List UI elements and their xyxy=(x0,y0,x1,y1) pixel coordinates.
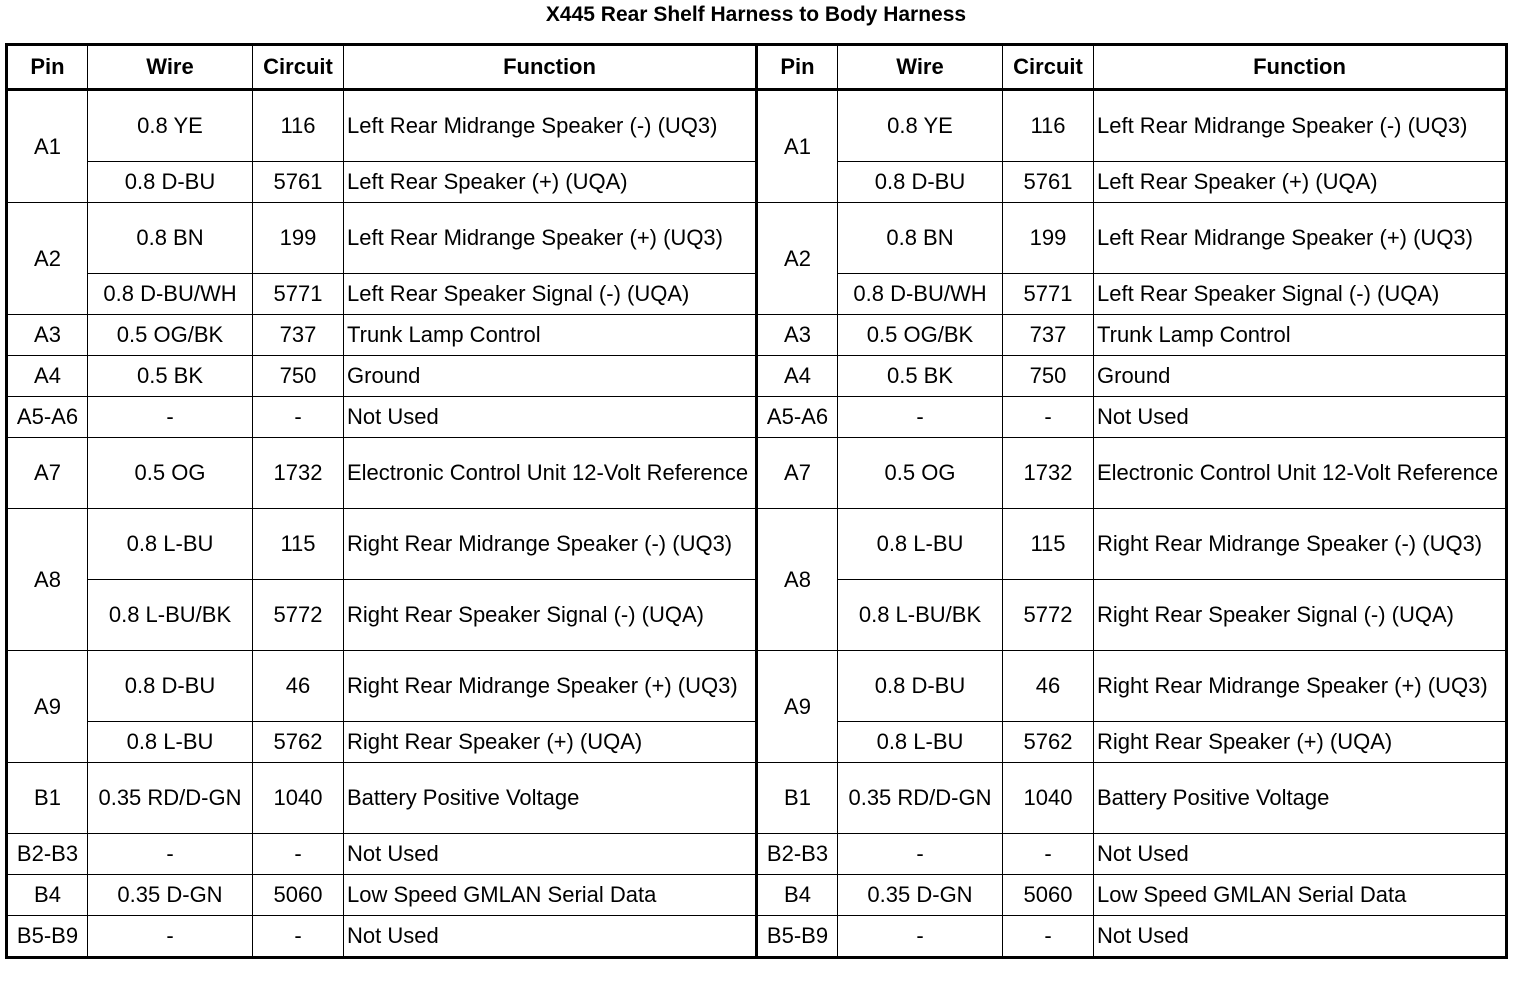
cell-pin-right: A8 xyxy=(757,509,838,651)
cell-circuit-right: 5761 xyxy=(1003,162,1094,203)
cell-circuit-right: 46 xyxy=(1003,651,1094,722)
header-circuit-left: Circuit xyxy=(253,45,344,90)
table-row xyxy=(7,356,1507,397)
table-row xyxy=(7,90,1507,162)
cell-function-right: Not Used xyxy=(1094,397,1507,438)
table-row xyxy=(7,203,1507,274)
cell-circuit-right: 1732 xyxy=(1003,438,1094,509)
cell-wire-left: 0.8 YE xyxy=(88,90,253,162)
cell-wire-right: 0.8 D-BU/WH xyxy=(838,274,1003,315)
cell-wire-left: 0.35 D-GN xyxy=(88,875,253,916)
cell-circuit-left: 46 xyxy=(253,651,344,722)
header-pin-right: Pin xyxy=(757,45,838,90)
cell-wire-left: 0.5 OG/BK xyxy=(88,315,253,356)
cell-pin-left: B4 xyxy=(7,875,88,916)
cell-pin-left: B5-B9 xyxy=(7,916,88,958)
cell-wire-right: 0.5 OG xyxy=(838,438,1003,509)
cell-wire-left: 0.8 BN xyxy=(88,203,253,274)
cell-wire-right: 0.5 OG/BK xyxy=(838,315,1003,356)
cell-circuit-right: 115 xyxy=(1003,509,1094,580)
cell-circuit-right: 5772 xyxy=(1003,580,1094,651)
cell-function-right: Right Rear Speaker Signal (-) (UQA) xyxy=(1094,580,1507,651)
cell-circuit-left: 5762 xyxy=(253,722,344,763)
cell-pin-left: A9 xyxy=(7,651,88,763)
cell-wire-right: 0.8 D-BU xyxy=(838,651,1003,722)
cell-pin-right: A4 xyxy=(757,356,838,397)
cell-circuit-left: 5771 xyxy=(253,274,344,315)
table-header xyxy=(7,45,1507,90)
cell-circuit-right: 5762 xyxy=(1003,722,1094,763)
table-row xyxy=(7,438,1507,509)
cell-function-left: Not Used xyxy=(344,397,757,438)
cell-wire-left: 0.8 L-BU/BK xyxy=(88,580,253,651)
cell-wire-right: - xyxy=(838,834,1003,875)
cell-function-right: Left Rear Midrange Speaker (+) (UQ3) xyxy=(1094,203,1507,274)
table-row xyxy=(7,397,1507,438)
cell-circuit-right: 116 xyxy=(1003,90,1094,162)
cell-wire-left: - xyxy=(88,834,253,875)
header-circuit-right: Circuit xyxy=(1003,45,1094,90)
cell-function-left: Trunk Lamp Control xyxy=(344,315,757,356)
cell-pin-right: B1 xyxy=(757,763,838,834)
cell-circuit-right: 737 xyxy=(1003,315,1094,356)
cell-function-left: Left Rear Midrange Speaker (+) (UQ3) xyxy=(344,203,757,274)
cell-function-left: Left Rear Midrange Speaker (-) (UQ3) xyxy=(344,90,757,162)
cell-pin-left: A8 xyxy=(7,509,88,651)
cell-wire-right: 0.8 L-BU/BK xyxy=(838,580,1003,651)
cell-function-right: Not Used xyxy=(1094,834,1507,875)
table-row xyxy=(7,651,1507,722)
cell-circuit-left: 199 xyxy=(253,203,344,274)
cell-function-left: Ground xyxy=(344,356,757,397)
cell-circuit-left: 737 xyxy=(253,315,344,356)
cell-function-right: Left Rear Speaker (+) (UQA) xyxy=(1094,162,1507,203)
cell-wire-left: - xyxy=(88,916,253,958)
cell-pin-right: A9 xyxy=(757,651,838,763)
cell-function-right: Electronic Control Unit 12-Volt Reference xyxy=(1094,438,1507,509)
cell-function-right: Left Rear Midrange Speaker (-) (UQ3) xyxy=(1094,90,1507,162)
cell-wire-right: 0.5 BK xyxy=(838,356,1003,397)
cell-function-left: Left Rear Speaker (+) (UQA) xyxy=(344,162,757,203)
cell-function-left: Right Rear Midrange Speaker (-) (UQ3) xyxy=(344,509,757,580)
cell-wire-left: 0.35 RD/D-GN xyxy=(88,763,253,834)
cell-pin-left: B2-B3 xyxy=(7,834,88,875)
cell-circuit-left: - xyxy=(253,916,344,958)
cell-function-right: Not Used xyxy=(1094,916,1507,958)
cell-pin-left: B1 xyxy=(7,763,88,834)
cell-function-left: Right Rear Speaker Signal (-) (UQA) xyxy=(344,580,757,651)
header-row xyxy=(7,45,1507,90)
cell-function-left: Right Rear Speaker (+) (UQA) xyxy=(344,722,757,763)
cell-function-right: Right Rear Midrange Speaker (-) (UQ3) xyxy=(1094,509,1507,580)
table-body xyxy=(7,90,1507,958)
table-row xyxy=(7,834,1507,875)
cell-function-right: Battery Positive Voltage xyxy=(1094,763,1507,834)
cell-pin-right: A1 xyxy=(757,90,838,203)
cell-pin-right: A2 xyxy=(757,203,838,315)
cell-wire-right: - xyxy=(838,397,1003,438)
cell-circuit-right: 5060 xyxy=(1003,875,1094,916)
header-wire-right: Wire xyxy=(838,45,1003,90)
cell-function-left: Not Used xyxy=(344,916,757,958)
cell-function-right: Right Rear Midrange Speaker (+) (UQ3) xyxy=(1094,651,1507,722)
cell-function-left: Right Rear Midrange Speaker (+) (UQ3) xyxy=(344,651,757,722)
cell-circuit-left: - xyxy=(253,397,344,438)
table-row xyxy=(7,916,1507,958)
cell-wire-right: 0.8 D-BU xyxy=(838,162,1003,203)
cell-pin-left: A5-A6 xyxy=(7,397,88,438)
cell-wire-left: 0.8 D-BU xyxy=(88,651,253,722)
table-row xyxy=(7,763,1507,834)
cell-wire-left: 0.8 L-BU xyxy=(88,722,253,763)
cell-pin-left: A4 xyxy=(7,356,88,397)
cell-function-left: Battery Positive Voltage xyxy=(344,763,757,834)
cell-wire-left: 0.5 BK xyxy=(88,356,253,397)
cell-circuit-left: 750 xyxy=(253,356,344,397)
cell-wire-left: - xyxy=(88,397,253,438)
header-function-left: Function xyxy=(344,45,757,90)
table-row xyxy=(7,315,1507,356)
cell-wire-right: 0.8 L-BU xyxy=(838,722,1003,763)
cell-circuit-right: - xyxy=(1003,834,1094,875)
cell-wire-right: 0.8 L-BU xyxy=(838,509,1003,580)
cell-function-left: Left Rear Speaker Signal (-) (UQA) xyxy=(344,274,757,315)
cell-wire-right: 0.35 RD/D-GN xyxy=(838,763,1003,834)
cell-wire-left: 0.8 D-BU/WH xyxy=(88,274,253,315)
cell-circuit-left: 5060 xyxy=(253,875,344,916)
cell-pin-right: A7 xyxy=(757,438,838,509)
cell-function-left: Low Speed GMLAN Serial Data xyxy=(344,875,757,916)
cell-circuit-right: 199 xyxy=(1003,203,1094,274)
cell-circuit-right: 1040 xyxy=(1003,763,1094,834)
cell-function-left: Not Used xyxy=(344,834,757,875)
cell-circuit-left: 5761 xyxy=(253,162,344,203)
table-title: X445 Rear Shelf Harness to Body Harness xyxy=(545,3,967,26)
cell-function-right: Low Speed GMLAN Serial Data xyxy=(1094,875,1507,916)
header-pin-left: Pin xyxy=(7,45,88,90)
cell-pin-left: A7 xyxy=(7,438,88,509)
cell-circuit-left: 1040 xyxy=(253,763,344,834)
cell-wire-left: 0.8 L-BU xyxy=(88,509,253,580)
cell-pin-right: A5-A6 xyxy=(757,397,838,438)
cell-pin-right: B5-B9 xyxy=(757,916,838,958)
cell-circuit-right: - xyxy=(1003,916,1094,958)
cell-function-right: Ground xyxy=(1094,356,1507,397)
cell-circuit-left: 5772 xyxy=(253,580,344,651)
cell-wire-right: 0.8 BN xyxy=(838,203,1003,274)
header-function-right: Function xyxy=(1094,45,1507,90)
cell-pin-left: A2 xyxy=(7,203,88,315)
cell-pin-right: B4 xyxy=(757,875,838,916)
cell-function-right: Left Rear Speaker Signal (-) (UQA) xyxy=(1094,274,1507,315)
cell-wire-right: - xyxy=(838,916,1003,958)
header-wire-left: Wire xyxy=(88,45,253,90)
cell-circuit-left: 116 xyxy=(253,90,344,162)
cell-pin-left: A1 xyxy=(7,90,88,203)
cell-circuit-left: 115 xyxy=(253,509,344,580)
cell-function-right: Trunk Lamp Control xyxy=(1094,315,1507,356)
cell-function-left: Electronic Control Unit 12-Volt Reference xyxy=(344,438,757,509)
cell-circuit-left: 1732 xyxy=(253,438,344,509)
cell-pin-right: B2-B3 xyxy=(757,834,838,875)
table-row xyxy=(7,875,1507,916)
cell-pin-right: A3 xyxy=(757,315,838,356)
cell-wire-right: 0.35 D-GN xyxy=(838,875,1003,916)
table-row xyxy=(7,509,1507,580)
cell-wire-left: 0.8 D-BU xyxy=(88,162,253,203)
cell-circuit-left: - xyxy=(253,834,344,875)
cell-wire-left: 0.5 OG xyxy=(88,438,253,509)
cell-circuit-right: 750 xyxy=(1003,356,1094,397)
cell-function-right: Right Rear Speaker (+) (UQA) xyxy=(1094,722,1507,763)
connector-table xyxy=(5,43,1508,959)
cell-wire-right: 0.8 YE xyxy=(838,90,1003,162)
cell-circuit-right: - xyxy=(1003,397,1094,438)
cell-circuit-right: 5771 xyxy=(1003,274,1094,315)
cell-pin-left: A3 xyxy=(7,315,88,356)
